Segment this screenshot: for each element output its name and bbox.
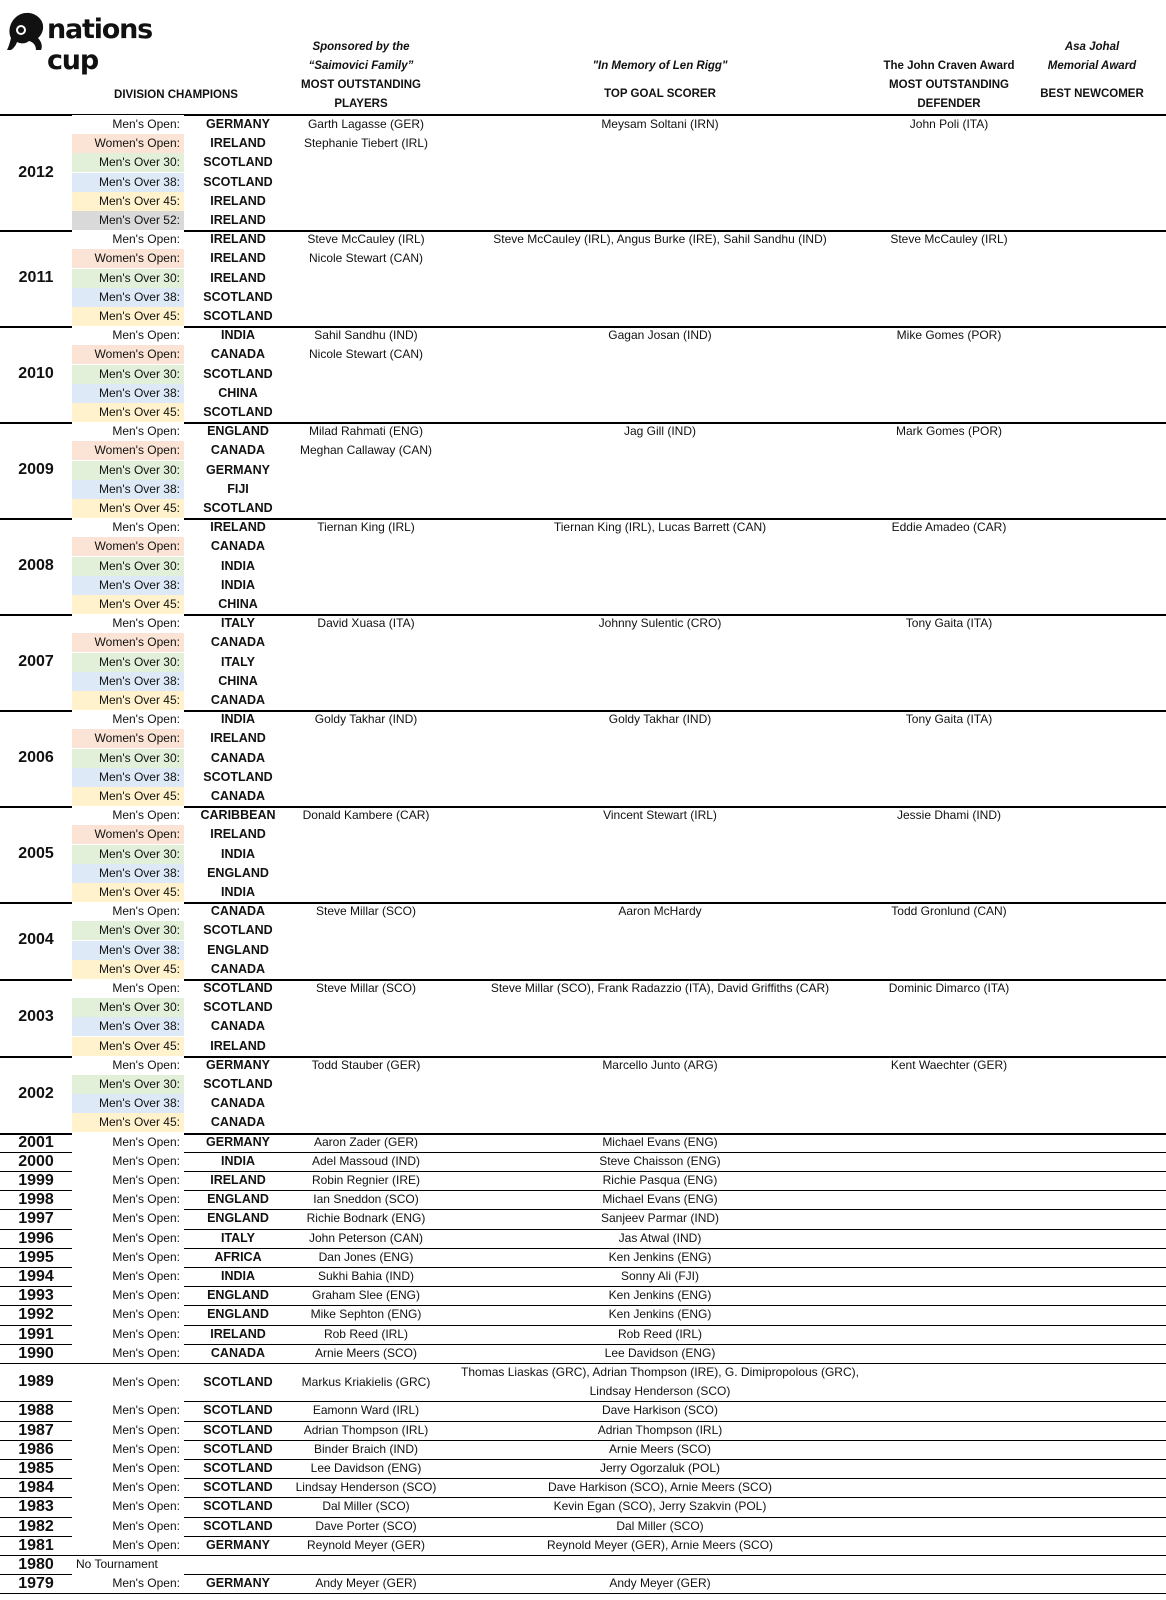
top-goal-scorer: Andy Meyer (GER): [609, 1576, 711, 1591]
division-label: Men's Open:: [72, 518, 184, 537]
top-goal-scorer: Rob Reed (IRL): [617, 1326, 703, 1341]
top-goal-scorer: Thomas Liaskas (GRC), Adrian Thompson (IRE), G. Dimipropolous (GRC),: [461, 1365, 859, 1379]
most-outstanding-player: Steve Millar (SCO): [315, 904, 416, 919]
division-champion: IRELAND: [210, 270, 266, 285]
division-label: Men's Over 38:: [72, 941, 184, 960]
division-label: Men's Over 30:: [72, 461, 184, 480]
most-outstanding-player: David Xuasa (ITA): [317, 616, 415, 631]
outstanding-defender: Mike Gomes (POR): [896, 328, 1002, 343]
division-label: Men's Over 38:: [72, 480, 184, 499]
outstanding-defender: Kent Waechter (GER): [890, 1057, 1008, 1072]
division-champion: SCOTLAND: [203, 769, 273, 784]
division-champion: ITALY: [220, 1230, 256, 1245]
header-outstanding-defender: The John Craven Award MOST OUTSTANDING DEFENDER: [883, 60, 1015, 110]
division-champion: CANADA: [210, 961, 266, 976]
division-champion: SCOTLAND: [203, 981, 273, 995]
division-champion: CANADA: [210, 1115, 266, 1130]
year-label: 2000: [18, 1152, 54, 1170]
most-outstanding-player: Tiernan King (IRL): [317, 520, 415, 535]
outstanding-defender: Eddie Amadeo (CAR): [891, 520, 1007, 535]
header-best-newcomer: Asa Johal Memorial Award BEST NEWCOMER: [1040, 41, 1144, 100]
year-label: 2010: [18, 365, 54, 383]
division-label: Men's Over 45:: [72, 307, 184, 326]
most-outstanding-player: Mike Sephton (ENG): [310, 1307, 422, 1322]
division-champion: SCOTLAND: [203, 1077, 273, 1091]
division-champion: IRELAND: [210, 193, 266, 208]
top-goal-scorer: Steve Chaisson (ENG): [599, 1153, 721, 1168]
top-goal-scorer: Ken Jenkins (ENG): [608, 1249, 712, 1264]
year-label: 2003: [18, 1008, 54, 1025]
division-label: Men's Open:: [72, 1267, 184, 1286]
division-label: Men's Over 30:: [72, 653, 184, 672]
division-label: Men's Over 38:: [72, 173, 184, 192]
year-label: 2004: [18, 931, 54, 949]
year-label: 1987: [18, 1421, 54, 1439]
division-label: Women's Open:: [72, 633, 184, 652]
outstanding-defender: Mark Gomes (POR): [895, 424, 1002, 439]
most-outstanding-player: Donald Kambere (CAR): [302, 808, 430, 823]
top-goal-scorer: Jag Gill (IND): [623, 424, 696, 439]
top-goal-scorer: Sonny Ali (FJI): [620, 1269, 700, 1283]
division-label: Men's Over 30:: [72, 845, 184, 864]
division-label: Men's Over 30:: [72, 557, 184, 576]
top-goal-scorer: Arnie Meers (SCO): [608, 1441, 712, 1456]
division-label: Men's Over 45:: [72, 403, 184, 422]
division-champion: INDIA: [220, 712, 256, 727]
division-champion: CANADA: [210, 789, 266, 803]
top-goal-scorer: Ken Jenkins (ENG): [608, 1288, 712, 1303]
division-label: Men's Open:: [72, 710, 184, 729]
soccer-player-logo-icon: [5, 8, 51, 52]
top-goal-scorer: Adrian Thompson (IRL): [597, 1422, 723, 1437]
division-label: Men's Open:: [72, 1478, 184, 1497]
most-outstanding-player: Graham Slee (ENG): [311, 1288, 421, 1303]
division-label: Men's Over 30:: [72, 153, 184, 172]
division-champion: ENGLAND: [207, 865, 269, 880]
top-goal-scorer: Michael Evans (ENG): [602, 1134, 718, 1149]
division-label: Men's Over 38:: [72, 864, 184, 883]
year-label: 1985: [18, 1460, 54, 1477]
header-most-outstanding: Sponsored by the “Saimovici Family” MOST OUTSTANDING PLAYERS: [301, 41, 421, 110]
year-label: 1995: [18, 1248, 54, 1266]
most-outstanding-player: Rob Reed (IRL): [323, 1326, 409, 1341]
division-label: Men's Open:: [72, 1229, 184, 1248]
year-label: 2002: [18, 1084, 54, 1102]
division-label: Men's Over 45:: [72, 595, 184, 614]
year-label: 1991: [18, 1325, 54, 1343]
division-label: Men's Over 45:: [72, 192, 184, 211]
division-label: Women's Open:: [72, 249, 184, 268]
year-label: 2006: [18, 749, 54, 767]
division-label: Men's Over 38:: [72, 576, 184, 595]
division-champion: SCOTLAND: [203, 923, 273, 938]
division-label: Men's Over 45:: [72, 1037, 184, 1056]
division-label: Men's Open:: [72, 230, 184, 249]
most-outstanding-player: Steve Millar (SCO): [315, 981, 416, 995]
division-label: Men's Open:: [72, 979, 184, 998]
division-label: Men's Open:: [72, 1133, 184, 1152]
top-goal-scorer: Jas Atwal (IND): [618, 1230, 702, 1245]
year-label: 1988: [18, 1402, 54, 1420]
most-outstanding-player: John Peterson (CAN): [308, 1230, 424, 1245]
division-champion: GERMANY: [206, 462, 270, 477]
division-label: Men's Open:: [72, 115, 184, 134]
division-label: Women's Open:: [72, 441, 184, 460]
division-champion: IRELAND: [210, 731, 266, 746]
most-outstanding-player: Eamonn Ward (IRL): [312, 1403, 420, 1418]
division-label: Men's Over 52:: [72, 211, 184, 230]
year-label: 1992: [18, 1306, 54, 1324]
division-champion: ITALY: [220, 616, 256, 631]
division-champion: SCOTLAND: [203, 366, 273, 381]
year-label: 2012: [18, 164, 54, 181]
division-champion: SCOTLAND: [203, 1461, 273, 1475]
division-champion: CANADA: [210, 347, 266, 362]
division-champion: SCOTLAND: [203, 1499, 273, 1514]
year-divider: [0, 1555, 1166, 1556]
division-champion: IRELAND: [210, 251, 266, 266]
division-champion: CANADA: [210, 635, 266, 650]
most-outstanding-player: Lindsay Henderson (SCO): [295, 1480, 437, 1495]
top-goal-scorer: Vincent Stewart (IRL): [603, 808, 717, 823]
top-goal-scorer: Meysam Soltani (IRN): [601, 117, 719, 131]
top-goal-scorer: Marcello Junto (ARG): [602, 1057, 718, 1072]
division-champion: CANADA: [210, 693, 266, 707]
division-champion: INDIA: [220, 1269, 256, 1283]
division-label: Men's Over 30:: [72, 1075, 184, 1094]
most-outstanding-player: Meghan Callaway (CAN): [299, 443, 433, 458]
division-label: Men's Open:: [72, 1373, 184, 1392]
most-outstanding-player: Dal Miller (SCO): [322, 1499, 410, 1514]
division-label: Men's Open:: [72, 1248, 184, 1267]
division-champion: INDIA: [220, 558, 256, 573]
division-champion: SCOTLAND: [203, 309, 273, 323]
division-label: Women's Open:: [72, 825, 184, 844]
division-label: Men's Open:: [72, 1497, 184, 1516]
division-label: Men's Open:: [72, 1171, 184, 1190]
year-label: 1989: [18, 1373, 54, 1390]
division-champion: ENGLAND: [207, 1307, 269, 1322]
top-goal-scorer: Dal Miller (SCO): [616, 1518, 704, 1533]
top-goal-scorer: Goldy Takhar (IND): [608, 712, 712, 727]
division-champion: CANADA: [210, 750, 266, 765]
division-champion: CANADA: [210, 1345, 266, 1360]
division-champion: CHINA: [218, 385, 258, 400]
top-goal-scorer: Michael Evans (ENG): [602, 1192, 718, 1207]
top-goal-scorer: Kevin Egan (SCO), Jerry Szakvin (POL): [553, 1499, 767, 1514]
division-label: Men's Open:: [72, 1459, 184, 1478]
year-label: 1983: [18, 1498, 54, 1516]
most-outstanding-player: Nicole Stewart (CAN): [308, 251, 424, 266]
division-label: Men's Open:: [72, 326, 184, 345]
division-champion: CANADA: [210, 1019, 266, 1034]
outstanding-defender: Jessie Dhami (IND): [896, 808, 1001, 823]
division-label: Men's Over 38:: [72, 384, 184, 403]
division-champion: SCOTLAND: [203, 1441, 273, 1456]
division-champion: FIJI: [227, 481, 249, 496]
division-champion: GERMANY: [206, 1134, 270, 1149]
year-label: 2008: [18, 557, 54, 575]
division-label: Men's Over 38:: [72, 1094, 184, 1113]
year-label: 1981: [18, 1536, 54, 1554]
division-label: Men's Open:: [72, 1440, 184, 1459]
year-label: 1984: [18, 1479, 54, 1497]
outstanding-defender: Dominic Dimarco (ITA): [888, 981, 1010, 995]
most-outstanding-player: Dan Jones (ENG): [318, 1249, 414, 1264]
no-tournament-note: No Tournament: [76, 1557, 158, 1571]
most-outstanding-player: Andy Meyer (GER): [315, 1576, 417, 1591]
year-label: 1996: [18, 1229, 54, 1247]
year-label: 1997: [18, 1210, 54, 1228]
most-outstanding-player: Sukhi Bahia (IND): [317, 1269, 415, 1283]
brand-name: nations cup: [47, 14, 153, 76]
division-label: Men's Over 38:: [72, 768, 184, 787]
year-label: 1979: [18, 1575, 54, 1593]
division-champion: CANADA: [210, 1096, 266, 1111]
outstanding-defender: Tony Gaita (ITA): [905, 712, 993, 727]
year-label: 1999: [18, 1172, 54, 1189]
outstanding-defender: Tony Gaita (ITA): [905, 616, 993, 631]
division-champion: CANADA: [210, 443, 266, 458]
year-label: 1998: [18, 1191, 54, 1209]
division-champion: ENGLAND: [207, 1211, 269, 1226]
division-champion: INDIA: [220, 846, 256, 861]
division-champion: IRELAND: [210, 232, 266, 247]
division-champion: ENGLAND: [207, 1192, 269, 1207]
year-label: 2005: [18, 845, 54, 863]
division-label: Men's Open:: [72, 1056, 184, 1075]
division-label: Men's Over 38:: [72, 288, 184, 307]
division-label: Men's Over 45:: [72, 691, 184, 710]
top-goal-scorer: Reynold Meyer (GER), Arnie Meers (SCO): [546, 1537, 774, 1552]
year-label: 2001: [18, 1133, 54, 1151]
top-goal-scorer: Ken Jenkins (ENG): [608, 1307, 712, 1322]
division-champion: SCOTLAND: [203, 1518, 273, 1533]
most-outstanding-player: Lee Davidson (ENG): [310, 1461, 422, 1475]
year-label: 2009: [18, 461, 54, 479]
top-goal-scorer: Sanjeev Parmar (IND): [600, 1211, 720, 1226]
division-label: Men's Open:: [72, 1401, 184, 1420]
most-outstanding-player: Sahil Sandhu (IND): [314, 328, 418, 343]
most-outstanding-player: Dave Porter (SCO): [315, 1518, 417, 1533]
most-outstanding-player: Milad Rahmati (ENG): [308, 424, 424, 439]
year-label: 2011: [18, 269, 54, 287]
division-champion: SCOTLAND: [203, 1403, 273, 1418]
division-champion: IRELAND: [210, 1326, 266, 1341]
division-label: Men's Over 30:: [72, 269, 184, 288]
top-goal-scorer: Lindsay Henderson (SCO): [589, 1384, 731, 1399]
most-outstanding-player: Stephanie Tiebert (IRL): [303, 136, 429, 151]
most-outstanding-player: Aaron Zader (GER): [313, 1134, 419, 1149]
division-label: Men's Over 45:: [72, 883, 184, 902]
top-goal-scorer: Dave Harkison (SCO), Arnie Meers (SCO): [547, 1480, 773, 1495]
division-champion: SCOTLAND: [203, 1374, 273, 1389]
year-label: 1980: [18, 1556, 54, 1573]
most-outstanding-player: Adel Massoud (IND): [311, 1153, 421, 1168]
division-champion: SCOTLAND: [203, 405, 273, 419]
most-outstanding-player: Todd Stauber (GER): [311, 1057, 421, 1072]
top-goal-scorer: Aaron McHardy: [618, 904, 702, 919]
division-champion: INDIA: [220, 577, 256, 592]
division-champion: INDIA: [220, 328, 256, 343]
most-outstanding-player: Garth Lagasse (GER): [307, 117, 425, 131]
top-goal-scorer: Lee Davidson (ENG): [604, 1345, 716, 1360]
division-champion: SCOTLAND: [203, 1480, 273, 1495]
division-champion: SCOTLAND: [203, 155, 273, 170]
division-champion: SCOTLAND: [203, 289, 273, 304]
division-champion: IRELAND: [210, 213, 266, 227]
division-champion: GERMANY: [206, 117, 270, 131]
division-champion: SCOTLAND: [203, 174, 273, 189]
division-champion: CANADA: [210, 539, 266, 554]
division-label: Men's Open:: [72, 1286, 184, 1305]
year-divider: [0, 1593, 1166, 1594]
top-goal-scorer: Steve McCauley (IRL), Angus Burke (IRE), Sahil Sandhu (IND): [493, 232, 827, 247]
header-division-champions: DIVISION CHAMPIONS: [114, 89, 238, 101]
division-champion: AFRICA: [214, 1249, 262, 1264]
top-goal-scorer: Johnny Sulentic (CRO): [598, 616, 722, 631]
nations-cup-logo: [5, 8, 205, 76]
division-champion: IRELAND: [210, 136, 266, 151]
most-outstanding-player: Ian Sneddon (SCO): [313, 1192, 419, 1207]
division-champion: ENGLAND: [207, 942, 269, 957]
division-champion: IRELAND: [210, 520, 266, 535]
most-outstanding-player: Binder Braich (IND): [313, 1441, 419, 1456]
year-label: 1993: [18, 1287, 54, 1305]
division-label: Men's Over 38:: [72, 1017, 184, 1036]
outstanding-defender: Steve McCauley (IRL): [890, 232, 1008, 247]
division-champion: SCOTLAND: [203, 1422, 273, 1437]
division-champion: CHINA: [218, 673, 258, 688]
division-label: Men's Over 30:: [72, 921, 184, 940]
division-champion: GERMANY: [206, 1537, 270, 1552]
most-outstanding-player: Richie Bodnark (ENG): [306, 1211, 426, 1226]
division-label: Men's Over 45:: [72, 1113, 184, 1132]
division-champion: ENGLAND: [207, 1288, 269, 1303]
division-label: Men's Open:: [72, 1574, 184, 1593]
most-outstanding-player: Reynold Meyer (GER): [306, 1537, 426, 1552]
year-label: 1982: [18, 1517, 54, 1535]
most-outstanding-player: Arnie Meers (SCO): [314, 1345, 418, 1360]
division-champion: ENGLAND: [207, 424, 269, 439]
division-label: Men's Over 45:: [72, 787, 184, 806]
division-label: Men's Open:: [72, 806, 184, 825]
division-label: Men's Open:: [72, 1421, 184, 1440]
top-goal-scorer: Dave Harkison (SCO): [601, 1403, 719, 1418]
division-label: Men's Open:: [72, 614, 184, 633]
year-label: 1994: [18, 1268, 54, 1285]
division-label: Men's Open:: [72, 1517, 184, 1536]
top-goal-scorer: Richie Pasqua (ENG): [602, 1173, 718, 1187]
top-goal-scorer: Tiernan King (IRL), Lucas Barrett (CAN): [553, 520, 767, 535]
division-champion: INDIA: [220, 1153, 256, 1168]
division-label: Men's Over 30:: [72, 365, 184, 384]
most-outstanding-player: Goldy Takhar (IND): [314, 712, 418, 727]
top-goal-scorer: Steve Millar (SCO), Frank Radazzio (ITA), David Griffiths (CAR): [490, 981, 830, 995]
most-outstanding-player: Steve McCauley (IRL): [307, 232, 425, 247]
division-champion: GERMANY: [206, 1057, 270, 1072]
division-label: Women's Open:: [72, 345, 184, 364]
division-label: Men's Open:: [72, 422, 184, 441]
division-label: Men's Open:: [72, 902, 184, 921]
division-label: Men's Open:: [72, 1152, 184, 1171]
division-champion: IRELAND: [210, 1038, 266, 1053]
division-label: Men's Open:: [72, 1536, 184, 1555]
division-label: Women's Open:: [72, 537, 184, 556]
division-champion: INDIA: [220, 885, 256, 899]
most-outstanding-player: Markus Kriakielis (GRC): [301, 1374, 431, 1389]
division-champion: IRELAND: [210, 1173, 266, 1187]
outstanding-defender: Todd Gronlund (CAN): [891, 904, 1007, 919]
most-outstanding-player: Nicole Stewart (CAN): [308, 347, 424, 362]
division-champion: CARIBBEAN: [200, 808, 276, 823]
division-label: Men's Open:: [72, 1325, 184, 1344]
division-champion: IRELAND: [210, 827, 266, 842]
division-champion: SCOTLAND: [203, 1000, 273, 1015]
division-label: Women's Open:: [72, 134, 184, 153]
division-champion: GERMANY: [206, 1576, 270, 1591]
division-label: Men's Over 38:: [72, 672, 184, 691]
division-label: Men's Over 30:: [72, 749, 184, 768]
header-top-goal-scorer: "In Memory of Len Rigg" TOP GOAL SCORER: [592, 60, 728, 100]
division-label: Men's Open:: [72, 1209, 184, 1228]
division-label: Men's Over 30:: [72, 998, 184, 1017]
division-label: Men's Over 45:: [72, 499, 184, 518]
most-outstanding-player: Robin Regnier (IRE): [311, 1173, 421, 1187]
year-label: 1986: [18, 1440, 54, 1458]
most-outstanding-player: Adrian Thompson (IRL): [303, 1422, 429, 1437]
division-champion: SCOTLAND: [203, 501, 273, 515]
division-champion: CHINA: [218, 597, 258, 611]
division-label: Men's Open:: [72, 1344, 184, 1363]
division-champion: CANADA: [210, 904, 266, 919]
year-label: 2007: [18, 653, 54, 671]
top-goal-scorer: Gagan Josan (IND): [608, 328, 712, 343]
outstanding-defender: John Poli (ITA): [909, 117, 989, 131]
year-label: 1990: [18, 1344, 54, 1362]
division-label: Men's Over 45:: [72, 960, 184, 979]
division-label: Women's Open:: [72, 729, 184, 748]
division-champion: ITALY: [220, 654, 256, 669]
top-goal-scorer: Jerry Ogorzaluk (POL): [599, 1461, 721, 1475]
division-label: Men's Open:: [72, 1190, 184, 1209]
division-label: Men's Open:: [72, 1305, 184, 1324]
